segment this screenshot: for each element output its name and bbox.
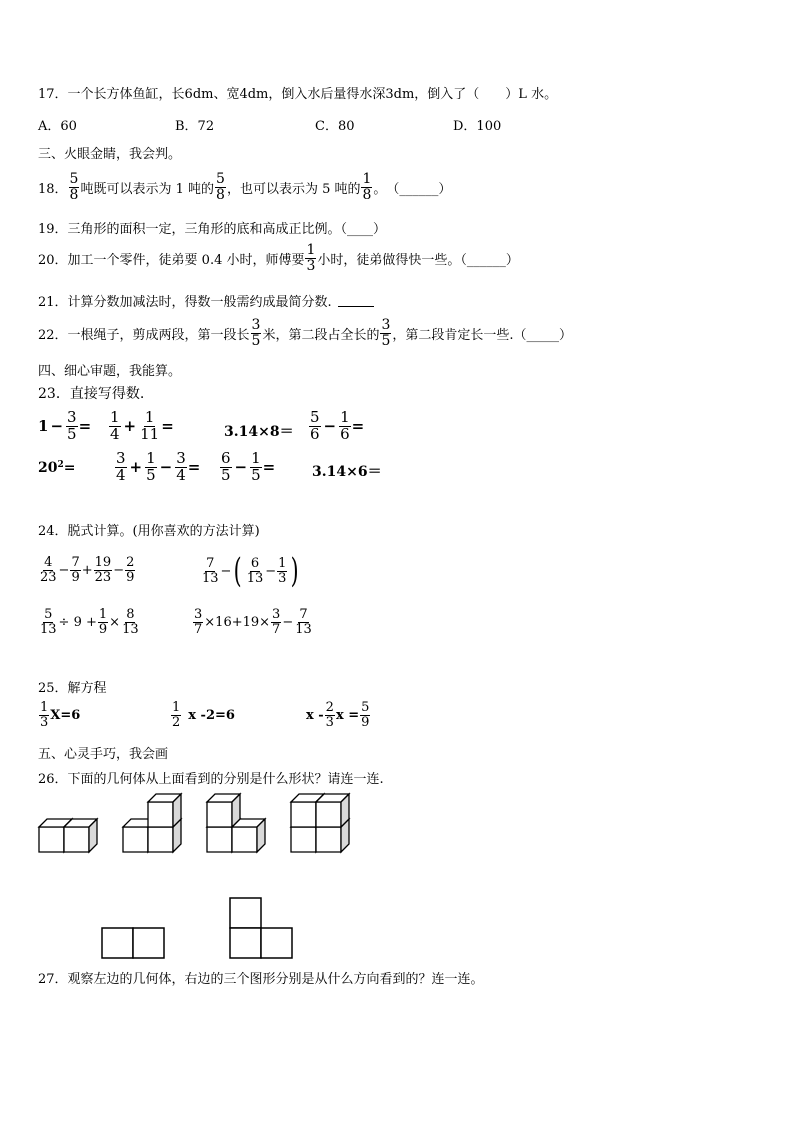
q25-eq-1: $\frac{1}{3}$ X=6: [40, 700, 81, 730]
q19-text: 19．三角形的面积一定，三角形的底和高成正比例。（____）: [38, 222, 387, 237]
q23-title: 23．直接写得数.: [38, 386, 145, 402]
q18-answer-blank[interactable]: （______）: [386, 181, 452, 197]
q20: 20．加工一个零件，徒弟要 0.4 小时，师傅要 $\frac{1}{3}$ 小时，徒弟做得快一些。（______）: [38, 242, 519, 274]
q18-fraction-2: $\frac{5}{8}$: [216, 171, 225, 203]
q25-eq-2: $\frac{1}{2}$ x -2=6: [172, 700, 235, 730]
q25-eq-3: x - $\frac{2}{3}$ x = $\frac{5}{9}$: [306, 700, 370, 730]
q17-option-d[interactable]: D．100: [453, 119, 502, 134]
q23-item-c: 3.14×8＝: [224, 424, 294, 440]
q24-expr-2: $\frac{7}{13}$ − ( $\frac{6}{13}$ − $\frac{1}{3}$ ): [202, 551, 300, 591]
q22-fraction-1: $\frac{3}{5}$: [251, 317, 261, 349]
q23-item-e: 20 $^2$ =: [38, 460, 76, 476]
q24-expr-3: $\frac{5}{13}$ ÷ 9 + $\frac{1}{9}$ × $\frac{8}{13}$: [40, 607, 139, 637]
q18-fraction-3: $\frac{1}{8}$: [362, 171, 372, 203]
q27-text: 27．观察左边的几何体，右边的三个图形分别是从什么方向看到的？连一连。: [38, 972, 484, 987]
q24-title: 24．脱式计算。(用你喜欢的方法计算): [38, 524, 260, 539]
section-4-heading: 四、细心审题，我能算。: [38, 364, 182, 379]
solid-3[interactable]: [207, 794, 265, 852]
q23-item-b: $\frac{1}{4}$ + $\frac{1}{11}$ =: [110, 408, 174, 443]
q18: 18． $\frac{5}{8}$ 吨既可以表示为 1 吨的 $\frac{5}{8}$ ，也可以表示为 5 吨的 $\frac{1}{8}$ 。 （______）: [38, 171, 452, 203]
q17-option-b[interactable]: B．72: [175, 119, 215, 134]
section-5-heading: 五、心灵手巧，我会画: [38, 747, 169, 762]
q23-item-d: $\frac{5}{6}$ − $\frac{1}{6}$ =: [310, 408, 365, 443]
q20-fraction: $\frac{1}{3}$: [306, 242, 316, 274]
q23-item-h: 3.14×6＝: [312, 464, 382, 480]
q25-title: 25．解方程: [38, 681, 107, 696]
top-view-two-squares[interactable]: [102, 928, 164, 958]
q18-fraction-1: $\frac{5}{8}$: [69, 171, 79, 203]
top-view-l-shape[interactable]: [230, 898, 292, 958]
q17-option-c[interactable]: C．80: [315, 119, 355, 134]
section-3-heading: 三、火眼金睛，我会判。: [38, 147, 182, 162]
q23-item-g: $\frac{6}{5}$ − $\frac{1}{5}$ =: [221, 449, 276, 484]
q23-item-f: $\frac{3}{4}$ + $\frac{1}{5}$ − $\frac{3}{4}$ =: [116, 449, 201, 484]
q22-fraction-2: $\frac{3}{5}$: [381, 317, 391, 349]
q26-text: 26．下面的几何体从上面看到的分别是什么形状？请连一连.: [38, 772, 384, 787]
q17-option-a[interactable]: A．60: [38, 119, 77, 134]
q22: 22．一根绳子，剪成两段，第一段长 $\frac{3}{5}$ 米，第二段占全长的 $\frac{3}{5}$ ，第二段肯定长一些.（_____）: [38, 317, 573, 349]
solid-4[interactable]: [291, 794, 349, 852]
solid-1[interactable]: [39, 819, 97, 852]
solid-2[interactable]: [123, 794, 181, 852]
q24-expr-4: $\frac{3}{7}$ ×16+19× $\frac{3}{7}$ − $\frac{7}{13}$: [194, 607, 312, 637]
q23-item-a: 1 − $\frac{3}{5}$ =: [38, 408, 92, 443]
q24-expr-1: $\frac{4}{23}$ − $\frac{7}{9}$ + $\frac{19}{23}$ − $\frac{2}{9}$: [40, 555, 135, 585]
q21: 21．计算分数加减法时，得数一般需约成最简分数.: [38, 291, 374, 310]
q17-text: 17．一个长方体鱼缸，长6dm、宽4dm，倒入水后量得水深3dm，倒入了（ ）L 水。: [38, 87, 558, 102]
